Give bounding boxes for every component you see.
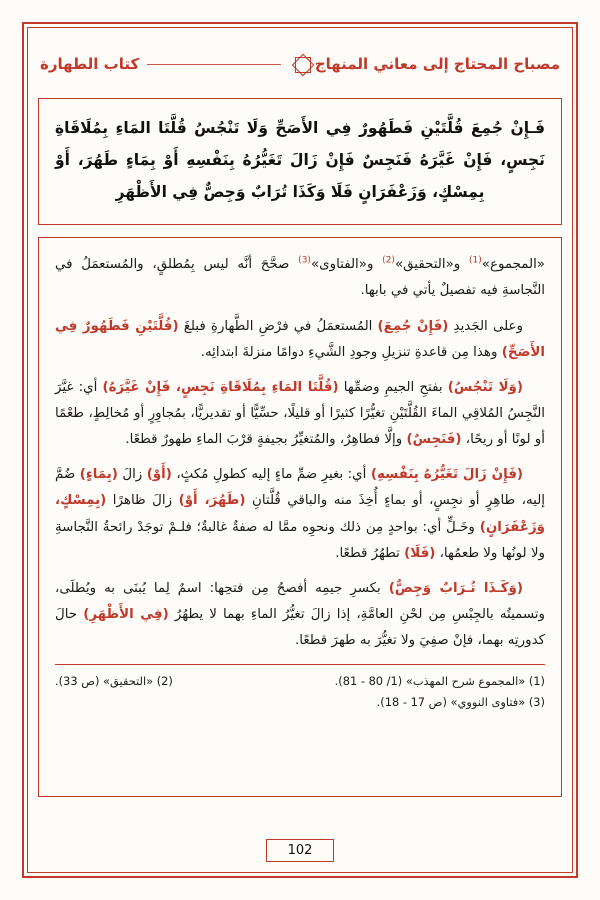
- matn-inline-quote: (فَلَا): [404, 545, 436, 561]
- commentary-paragraph: [55, 252, 545, 304]
- commentary-text: زالَ: [117, 467, 147, 483]
- commentary-text: ضُمَّ إليه، طاهِرٍ أو نجِسٍ، أو بماءٍ أُخِذَ منه والباقي قُلَّتانِ: [55, 467, 546, 509]
- footnote-3: (3) «فتاوى النووي» (ص 17 - 18).: [376, 695, 545, 710]
- header-chapter-title: كتاب الطهارة: [40, 55, 140, 73]
- commentary-box: [38, 237, 562, 797]
- diamond-ornament-icon: [291, 53, 313, 75]
- footnote-row: [55, 671, 545, 692]
- page-content: [36, 36, 564, 864]
- matn-inline-quote: (وَلَا تَنْجُسُ): [447, 379, 523, 395]
- footnote-marker: (1): [469, 255, 482, 266]
- commentary-text: زالَ ظاهرًا: [106, 493, 179, 509]
- matn-inline-quote: (بِمَاءٍ): [79, 467, 118, 483]
- commentary-text: بكسرِ جيمِه أفصحُ مِن فتحِها: اسمٌ لِما يُبنَى به ويُطلَى، وتسميتُه بالجِبْسِ مِن لحْنِ العامَّةِ، إذا زالَ تغيُّرُ الماءِ بهما لا يطهُرُ: [55, 580, 545, 622]
- page-number: 102: [266, 839, 334, 862]
- matn-inline-quote: (فَإِنْ زَالَ تَغَيُّرُهُ بِنَفْسِهِ): [370, 467, 523, 483]
- matn-inline-quote: (بِمِسْكٍ، وَزَعْفَرَانٍ): [55, 493, 545, 535]
- matn-inline-quote: (وَكَـذَا تُـرَابٌ وَجِصٌّ): [388, 580, 523, 596]
- footnote-1: (1) «المجموع شرح المهذب» (1/ 80 - 81).: [334, 674, 545, 689]
- commentary-paragraph: [55, 576, 545, 654]
- commentary-text: وهذا مِن قاعدةِ تنزيلِ وجودِ الشَّيءِ دوامًا منزلةَ ابتدائِه.: [200, 344, 502, 360]
- commentary-paragraph: [55, 462, 545, 567]
- commentary-text: حالَ كدورتِه بهما، فإنْ صفِيَ ولا تغيُّرَ به طهرَ قطعًا.: [55, 606, 545, 649]
- matn-box: [38, 98, 562, 225]
- matn-inline-quote: (فِي الأَظْهَرِ): [83, 606, 169, 622]
- footnote-2: (2) «التحقيق» (ص 33).: [55, 674, 173, 689]
- commentary-text: أي: بغيرِ ضمِّ ماءٍ إليه كطولِ مُكثٍ،: [171, 467, 371, 483]
- matn-text: فَـإِنْ جُمِعَ قُلَّتَيْنِ فَطَهُورٌ فِي الأَصَحِّ وَلَا تَنْجُسُ قُلَّتَا المَاءِ بِمُلَاقَاةِ نَجِسٍ، فَإِنْ غَيَّرَهُ فَنَجِسٌ فَإِنْ زَالَ تَغَيُّرُهُ بِنَفْسِهِ أَوْ بِمَاءٍ طَهُرَ، أَوْ بِمِسْكٍ، وَزَعْفَرَانٍ فَلَا وَكَذَا تُرَابٌ وَجِصٌّ فِي الأَظْهَرِ: [55, 119, 545, 201]
- commentary-paragraphs: [55, 252, 545, 654]
- commentary-paragraph: [55, 375, 545, 453]
- matn-inline-quote: (قُلَّتَا المَاءِ بِمُلَاقَاةِ نَجِسٍ، فَإِنْ غَيَّرَهُ): [102, 379, 339, 395]
- matn-inline-quote: (فَنَجِسٌ): [406, 432, 462, 448]
- commentary-text: وعلى الجَديدِ: [448, 318, 523, 334]
- commentary-text: صحَّحَ أنَّه ليس بِمُطلقٍ، والمُستعمَلُ في النَّجاسةِ فيه تفصيلٌ يأتي في بابها.: [55, 257, 545, 299]
- commentary-text: و«التحقيق»: [394, 257, 469, 273]
- page-number-wrap: [36, 839, 564, 862]
- footnote-separator: [55, 664, 545, 665]
- commentary-text: بفتحِ الجيمِ وضمِّها: [338, 379, 448, 395]
- footnotes: [55, 671, 545, 713]
- header-divider: [147, 64, 281, 65]
- commentary-text: وخَـلٍّ أي: بواحدٍ مِن ذلك ونحوِه ممَّا له صفةٌ غالبةٌ؛ فلـمْ توجَدْ رائحةُ النَّجاسةِ ولا لونُها ولا طعمُها،: [55, 519, 545, 561]
- commentary-text: «المجموع»: [481, 257, 545, 273]
- page-header: [36, 36, 564, 92]
- commentary-text: و«الفتاوى»: [310, 257, 383, 273]
- commentary-text: تطهُرُ قطعًا.: [335, 545, 405, 561]
- commentary-text: المُستعمَلُ في فرْضِ الطَّهارةِ فبلغَ: [178, 318, 378, 334]
- matn-inline-quote: (طَهُرَ، أَوْ): [178, 493, 246, 509]
- matn-inline-quote: (أَوْ): [146, 467, 172, 483]
- commentary-text: وإلَّا فطاهِرٌ، والمُتغيِّرُ بجيفةٍ قرْبَ الماءِ طهورٌ قطعًا.: [125, 432, 407, 448]
- header-book-title: مصباح المحتاج إلى معاني المنهاج: [314, 55, 560, 73]
- footnote-marker: (3): [298, 255, 311, 266]
- commentary-text: أي: غيَّرَ النَّجِسُ المُلاقِي الماءَ القُلَّتَيْنِ تغيُّرًا كثيرًا أو قليلًا، حسِّيًّا أو تقديريًّا، بمُجاوِرٍ أو مُخالِطٍ، طعْمًا أو لونًا أو ريحًا،: [55, 379, 545, 448]
- matn-inline-quote: (قُلَّتَيْنِ فَطَهُورٌ فِي الأَصَحِّ): [55, 318, 545, 360]
- commentary-paragraph: [55, 314, 545, 366]
- matn-inline-quote: (فَإِنْ جُمِعَ): [377, 318, 449, 334]
- footnote-marker: (2): [382, 255, 395, 266]
